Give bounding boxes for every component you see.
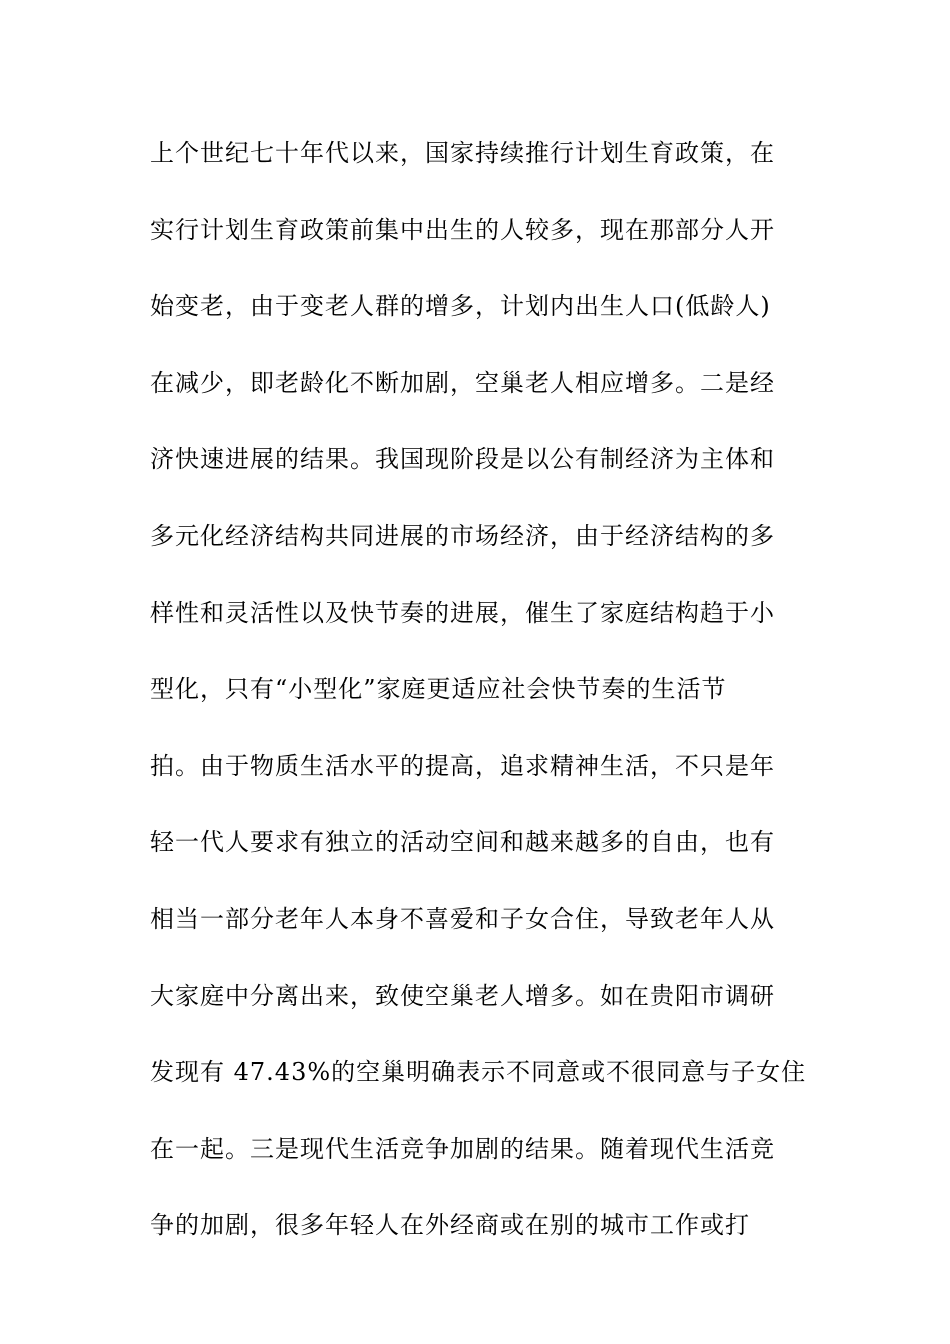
text-line: 济快速进展的结果。我国现阶段是以公有制经济为主体和 [150, 445, 775, 474]
text-line: 相当一部分老年人本身不喜爱和子女合住，导致老年人从 [150, 904, 775, 933]
text-line: 大家庭中分离出来，致使空巢老人增多。如在贵阳市调研 [150, 981, 775, 1010]
text-line: 发现有 47.43%的空巢明确表示不同意或不很同意与子女住 [150, 1058, 807, 1087]
text-line: 型化，只有“小型化”家庭更适应社会快节奏的生活节 [150, 675, 727, 704]
text-line: 轻一代人要求有独立的活动空间和越来越多的自由，也有 [150, 828, 775, 857]
text-line: 上个世纪七十年代以来，国家持续推行计划生育政策，在 [150, 139, 775, 167]
text-line: 实行计划生育政策前集中出生的人较多，现在那部分人开 [150, 215, 775, 244]
text-line: 在一起。三是现代生活竞争加剧的结果。随着现代生活竞 [150, 1134, 775, 1163]
text-line: 拍。由于物质生活水平的提高，追求精神生活，不只是年 [150, 751, 775, 780]
text-line: 在减少，即老龄化不断加剧，空巢老人相应增多。二是经 [150, 368, 775, 397]
text-line: 争的加剧，很多年轻人在外经商或在别的城市工作或打 [150, 1211, 750, 1240]
text-line: 样性和灵活性以及快节奏的进展，催生了家庭结构趋于小 [150, 598, 775, 627]
body-paragraph [150, 121, 807, 1270]
text-line: 始变老，由于变老人群的增多，计划内出生人口(低龄人) [150, 292, 771, 321]
text-line: 多元化经济结构共同进展的市场经济，由于经济结构的多 [150, 521, 775, 550]
